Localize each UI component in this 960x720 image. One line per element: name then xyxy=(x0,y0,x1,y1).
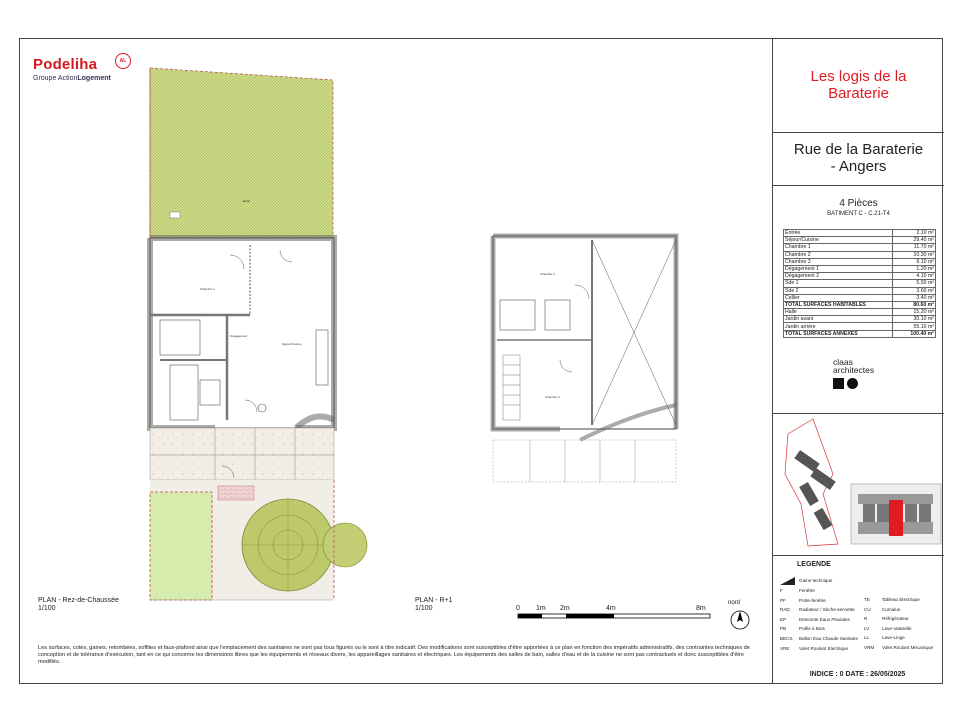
legend-label: Réfrigérateur xyxy=(882,616,909,622)
room-area: 2.10 m² xyxy=(893,230,936,237)
room-area: 80.60 m² xyxy=(893,301,936,308)
gaine-icon xyxy=(780,576,796,586)
surface-row xyxy=(784,294,936,301)
surface-row xyxy=(784,251,936,258)
legend-label: Lave-Vaisselle xyxy=(882,625,912,631)
surfaces-table xyxy=(783,229,936,338)
room-name: Chambre 3 xyxy=(784,258,893,265)
legend-code: LL xyxy=(864,635,870,641)
room-name: Entrée xyxy=(784,230,893,237)
legend-code: TE xyxy=(864,597,870,602)
room-area: 4.10 m² xyxy=(893,273,936,280)
room-area: 3.60 m² xyxy=(893,287,936,294)
legend-label: Poêle à Bois xyxy=(799,626,825,632)
front-terrace xyxy=(150,428,334,480)
surface-row xyxy=(784,230,936,237)
legend-code: CU xyxy=(864,606,871,612)
architect-square-mark xyxy=(833,378,844,389)
legend-code: VRM xyxy=(864,645,875,650)
svg-text:Jardin: Jardin xyxy=(242,199,251,203)
room-name: Cellier xyxy=(784,294,893,301)
surface-row xyxy=(784,237,936,244)
rear-garden xyxy=(150,68,333,238)
north-arrow-icon xyxy=(731,611,749,629)
room-area: 3.40 m² xyxy=(893,294,936,301)
surface-row xyxy=(784,244,936,251)
svg-text:Séjour/Cuisine: Séjour/Cuisine xyxy=(282,342,302,346)
legend-label: Tableau Electrique xyxy=(882,597,920,602)
legend-code: PB xyxy=(780,626,787,632)
surface-row xyxy=(784,265,936,272)
svg-text:Chambre 2: Chambre 2 xyxy=(540,272,555,276)
room-area: 29.40 m² xyxy=(893,237,936,244)
address-line2: - Angers xyxy=(830,158,887,175)
legend xyxy=(779,561,939,570)
rdc-plan-label: PLAN - Rez-de-Chaussée 1/100 xyxy=(38,597,119,612)
scale-mark-0: 0 xyxy=(516,605,520,612)
room-name: Sde 1 xyxy=(784,280,893,287)
indice-date: INDICE : 0 DATE : 26/05/2025 xyxy=(809,671,906,678)
architect-circle-mark xyxy=(847,378,858,389)
room-name: Chambre 2 xyxy=(784,251,893,258)
svg-text:Chambre 3: Chambre 3 xyxy=(545,395,560,399)
architect-logo: claas architectes xyxy=(833,358,874,390)
legend-gaine: Gaine technique xyxy=(799,578,833,583)
legend-label: Volet Roulant Electrique xyxy=(799,645,849,651)
project-title-line1: Les logis de la xyxy=(810,68,907,85)
disclaimer-note: Les surfaces, cotes, gaines, retombées, soffites et faux-plafond ainsi que l'emplacement des sanitaires ne sont pas tous figurés ou le sont à titre indicatif. Des modifications sont susceptibles d'être apportées à ce plan en fonction des impératifs administratifs, des contraintes techniques de conception et de tolérance d'exécution, tant en ce qui concerne les dimensions libres que les équipements et réseaux divers, les appareillages sanitaires et électriques. Les équipements des salles de bain, salles d'eau et de la cuisine ne sont pas contractuels et donc susceptibles d'être modifiés. xyxy=(38,645,750,665)
surface-row xyxy=(784,280,936,287)
room-name: Séjour/Cuisine xyxy=(784,237,893,244)
room-area: 10.30 m² xyxy=(893,251,936,258)
scale-bar xyxy=(518,614,710,618)
logo-badge: AL xyxy=(115,53,131,69)
surface-row xyxy=(784,287,936,294)
room-name: Dégagement 2 xyxy=(784,273,893,280)
site-location-map xyxy=(773,414,944,556)
surface-row xyxy=(784,258,936,265)
project-title-line2: Baraterie xyxy=(828,85,889,102)
surface-row xyxy=(784,316,936,323)
legend-label: Volet Roulant Mécanique xyxy=(882,645,934,650)
legend-code: VRE xyxy=(780,645,790,651)
scale-mark-8: 8m xyxy=(696,605,706,612)
legend-label: Descente Eaux Pluviales xyxy=(799,616,850,622)
room-area: 15.20 m² xyxy=(893,309,936,316)
front-garden xyxy=(150,480,367,600)
room-area: 1.20 m² xyxy=(893,265,936,272)
svg-text:Dégagement: Dégagement xyxy=(230,334,248,338)
surface-row xyxy=(784,301,936,308)
north-label: nord xyxy=(728,600,741,606)
room-name: Sde 2 xyxy=(784,287,893,294)
logo-name: Podeliha xyxy=(33,56,98,73)
room-area: 100.40 m² xyxy=(893,330,936,337)
legend-code: F xyxy=(780,588,783,593)
scale-mark-1: 1m xyxy=(536,605,546,612)
legend-code: R xyxy=(864,616,868,622)
legend-code: PF xyxy=(780,597,786,603)
legend-label: Fenêtre xyxy=(799,588,815,593)
location-map-box xyxy=(773,414,944,556)
room-name: Halle xyxy=(784,309,893,316)
legend-code: LV xyxy=(864,625,870,631)
room-area: 11.70 m² xyxy=(893,244,936,251)
room-area: 9.10 m² xyxy=(893,258,936,265)
address-box xyxy=(773,133,944,186)
surface-row xyxy=(784,330,936,337)
svg-text:Chambre 1: Chambre 1 xyxy=(200,287,215,291)
room-area: 55.10 m² xyxy=(893,323,936,330)
legend-label: Cumulus xyxy=(882,606,901,612)
legend-label: Ballon Eau Chaude Sanitaire xyxy=(799,636,858,641)
surface-row xyxy=(784,323,936,330)
legend-code: BECS xyxy=(780,636,793,641)
scale-mark-4: 4m xyxy=(606,605,616,612)
title-block xyxy=(772,38,943,684)
legend-title: LEGENDE xyxy=(797,561,831,568)
room-area: 30.10 m² xyxy=(893,316,936,323)
ground-floor-plan xyxy=(150,238,334,428)
scale-mark-2: 2m xyxy=(560,605,570,612)
project-title-box xyxy=(773,38,944,133)
room-name: TOTAL SURFACES ANNEXES xyxy=(784,330,893,337)
room-area: 5.50 m² xyxy=(893,280,936,287)
legend-label: Radiateur / Sèche-serviette xyxy=(799,607,855,613)
legend-code: RAD. xyxy=(780,607,791,613)
surface-row xyxy=(784,273,936,280)
legend-code: EP xyxy=(780,616,787,622)
logo-subtitle: Groupe ActionLogement xyxy=(33,75,111,82)
unit-ref: BATIMENT C - C.21-T4 xyxy=(827,211,890,217)
surface-row xyxy=(784,309,936,316)
room-name: Dégagement 1 xyxy=(784,265,893,272)
unit-type: 4 Pièces xyxy=(839,198,878,209)
legend-label: Lave-Linge xyxy=(882,635,905,641)
room-name: Jardin arrière xyxy=(784,323,893,330)
room-name: Jardin avant xyxy=(784,316,893,323)
legend-label: Porte-fenêtre xyxy=(799,597,826,603)
room-name: Chambre 1 xyxy=(784,244,893,251)
room-name: TOTAL SURFACES HABITABLES xyxy=(784,301,893,308)
address-line1: Rue de la Baraterie xyxy=(793,141,924,158)
first-floor-plan xyxy=(493,236,676,482)
r1-plan-label: PLAN - R+1 1/100 xyxy=(415,597,453,612)
